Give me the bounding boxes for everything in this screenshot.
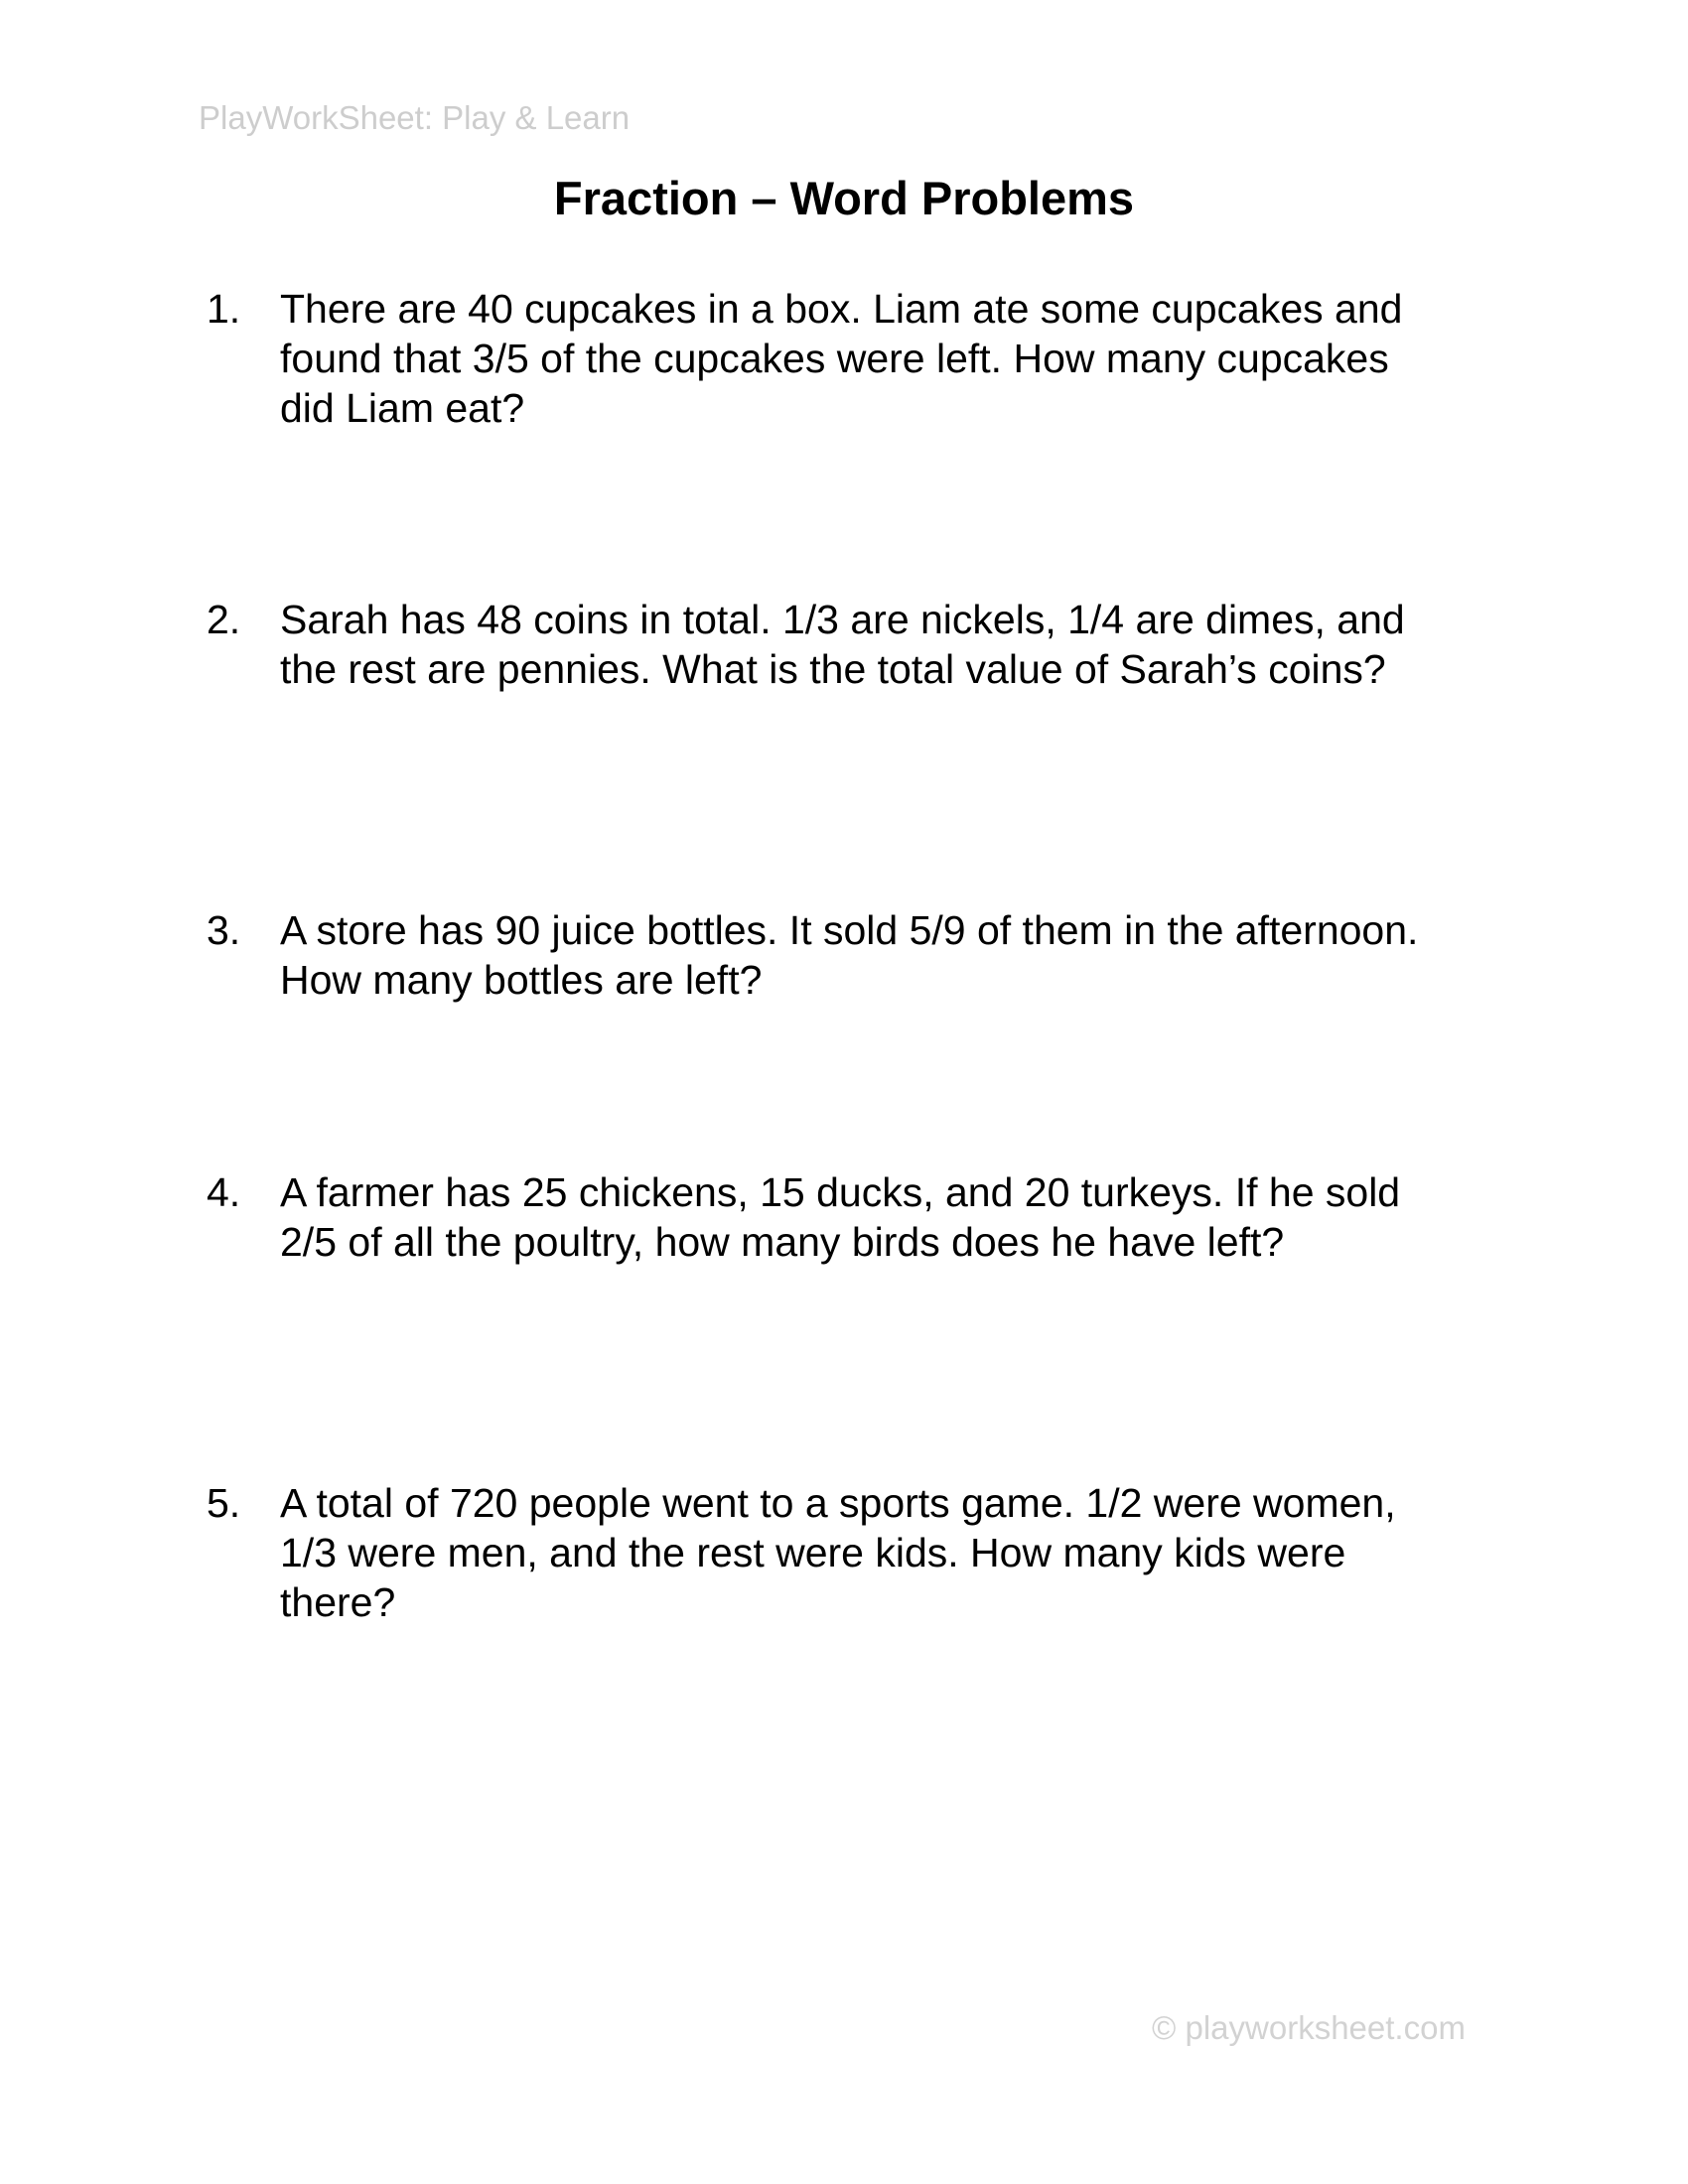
problem-item-3 xyxy=(207,905,1448,1005)
problem-text: A farmer has 25 chickens, 15 ducks, and 20 turkeys. If he sold 2/5 of all the poultry, how many birds does he have left? xyxy=(280,1169,1401,1265)
problem-number: 4. xyxy=(207,1169,241,1215)
copyright-footer: © playworksheet.com xyxy=(1152,2009,1466,2046)
problem-number: 1. xyxy=(207,286,241,332)
problem-number: 3. xyxy=(207,907,241,953)
problem-item-1 xyxy=(207,284,1448,433)
problem-item-2 xyxy=(207,595,1448,694)
problem-text: A store has 90 juice bottles. It sold 5/9 of them in the afternoon. How many bottles are left? xyxy=(280,907,1419,1003)
problem-item-4 xyxy=(207,1167,1448,1267)
site-brand-header: PlayWorkSheet: Play & Learn xyxy=(199,99,631,136)
page-title: Fraction – Word Problems xyxy=(553,172,1135,224)
problem-item-5 xyxy=(207,1478,1448,1627)
problem-text: A total of 720 people went to a sports game. 1/2 were women, 1/3 were men, and the rest were kids. How many kids were there? xyxy=(280,1480,1396,1625)
problem-text: There are 40 cupcakes in a box. Liam ate some cupcakes and found that 3/5 of the cupcakes were left. How many cupcakes did Liam eat? xyxy=(280,286,1403,431)
problem-text: Sarah has 48 coins in total. 1/3 are nickels, 1/4 are dimes, and the rest are pennies. What is the total value of Sarah’s coins? xyxy=(280,597,1405,692)
problem-number: 2. xyxy=(207,597,241,642)
problem-number: 5. xyxy=(207,1480,241,1526)
